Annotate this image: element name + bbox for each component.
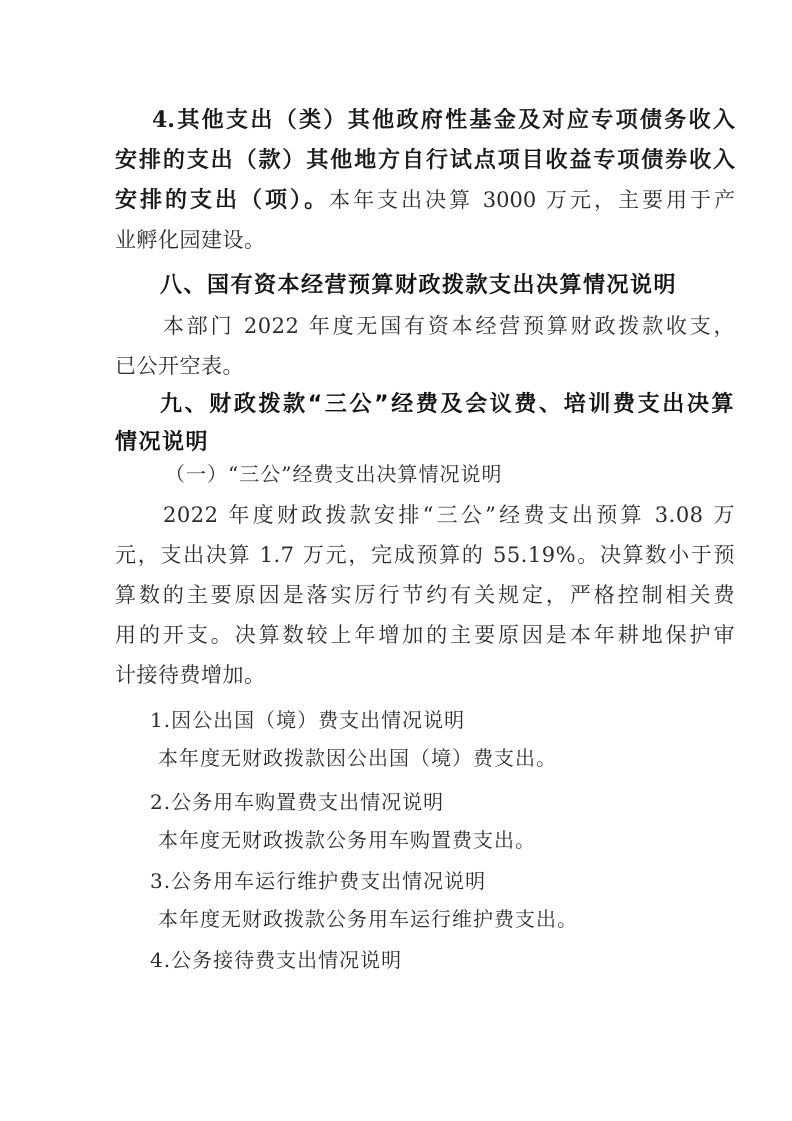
heading-text: 九、财政拨款“三公”经费及会议费、培训费支出决算	[160, 392, 735, 417]
item-body-text: 本年度无财政拨款公务用车运行维护费支出。	[158, 907, 578, 931]
text-line	[115, 575, 735, 615]
item-heading-text: 2.公务用车购置费支出情况说明	[150, 790, 445, 814]
body-text-segment: 元，支出决算 1.7 万元，完成预算的 55.19%。决算数小于预	[115, 543, 735, 567]
item-heading-text: 4.公务接待费支出情况说明	[150, 948, 403, 972]
subheading-text: （一）“三公”经费支出决算情况说明	[165, 462, 503, 486]
para-other-expenditure-item4	[115, 100, 735, 260]
text-line	[115, 140, 735, 180]
body-text-segment: 用的开支。决算数较上年增加的主要原因是本年耕地保护审	[115, 623, 735, 647]
para-state-capital-budget	[115, 306, 735, 386]
para-sangong-details	[115, 495, 735, 695]
text-line	[115, 306, 735, 346]
body-text-segment: 本部门 2022 年度无国有资本经营预算财政拨款收支，	[163, 314, 735, 338]
item-body-text: 本年度无财政拨款因公出国（境）费支出。	[158, 746, 557, 770]
item-heading-line	[115, 783, 735, 821]
heading-section-8	[115, 266, 735, 306]
body-text-segment: 已公开空表。	[115, 354, 244, 378]
text-line	[115, 535, 735, 575]
bold-text-segment: 安排的支出（项）。	[115, 187, 330, 213]
heading-text: 情况说明	[115, 430, 210, 455]
text-line	[115, 655, 735, 695]
heading-line	[115, 386, 735, 424]
text-line	[115, 220, 735, 260]
item-overseas-trips	[115, 701, 735, 777]
item-body-line	[115, 900, 735, 938]
heading-section-9	[115, 386, 735, 462]
item-body-line	[115, 739, 735, 777]
text-line	[115, 495, 735, 535]
item-body-text: 本年度无财政拨款公务用车购置费支出。	[158, 828, 536, 852]
text-line	[115, 346, 735, 386]
body-text-segment: 算数的主要原因是落实厉行节约有关规定，严格控制相关费	[115, 583, 735, 607]
item-heading-line	[115, 941, 735, 979]
heading-line	[115, 266, 735, 306]
body-text-segment: 2022 年度财政拨款安排“三公”经费支出预算 3.08 万	[163, 503, 735, 527]
item-heading-text: 1.因公出国（境）费支出情况说明	[150, 708, 466, 732]
text-line	[115, 100, 735, 140]
bold-text-segment: 4.其他支出（类）其他政府性基金及对应专项债务收入	[152, 107, 735, 133]
bold-text-segment: 安排的支出（款）其他地方自行试点项目收益专项债券收入	[115, 147, 735, 173]
item-heading-line	[115, 862, 735, 900]
body-text-segment: 计接待费增加。	[115, 663, 266, 687]
text-line	[115, 180, 735, 220]
subheading-sangong-expenditure	[115, 454, 735, 494]
subheading-line	[115, 454, 735, 494]
item-heading-line	[115, 701, 735, 739]
item-heading-text: 3.公务用车运行维护费支出情况说明	[150, 869, 487, 893]
item-official-reception	[115, 941, 735, 979]
item-vehicle-maintenance	[115, 862, 735, 938]
heading-text: 八、国有资本经营预算财政拨款支出决算情况说明	[160, 273, 678, 298]
item-body-line	[115, 821, 735, 859]
text-line	[115, 615, 735, 655]
body-text-segment: 业孵化园建设。	[115, 228, 266, 252]
item-vehicle-purchase	[115, 783, 735, 859]
body-text-segment: 本年支出决算 3000 万元，主要用于产	[329, 188, 735, 212]
